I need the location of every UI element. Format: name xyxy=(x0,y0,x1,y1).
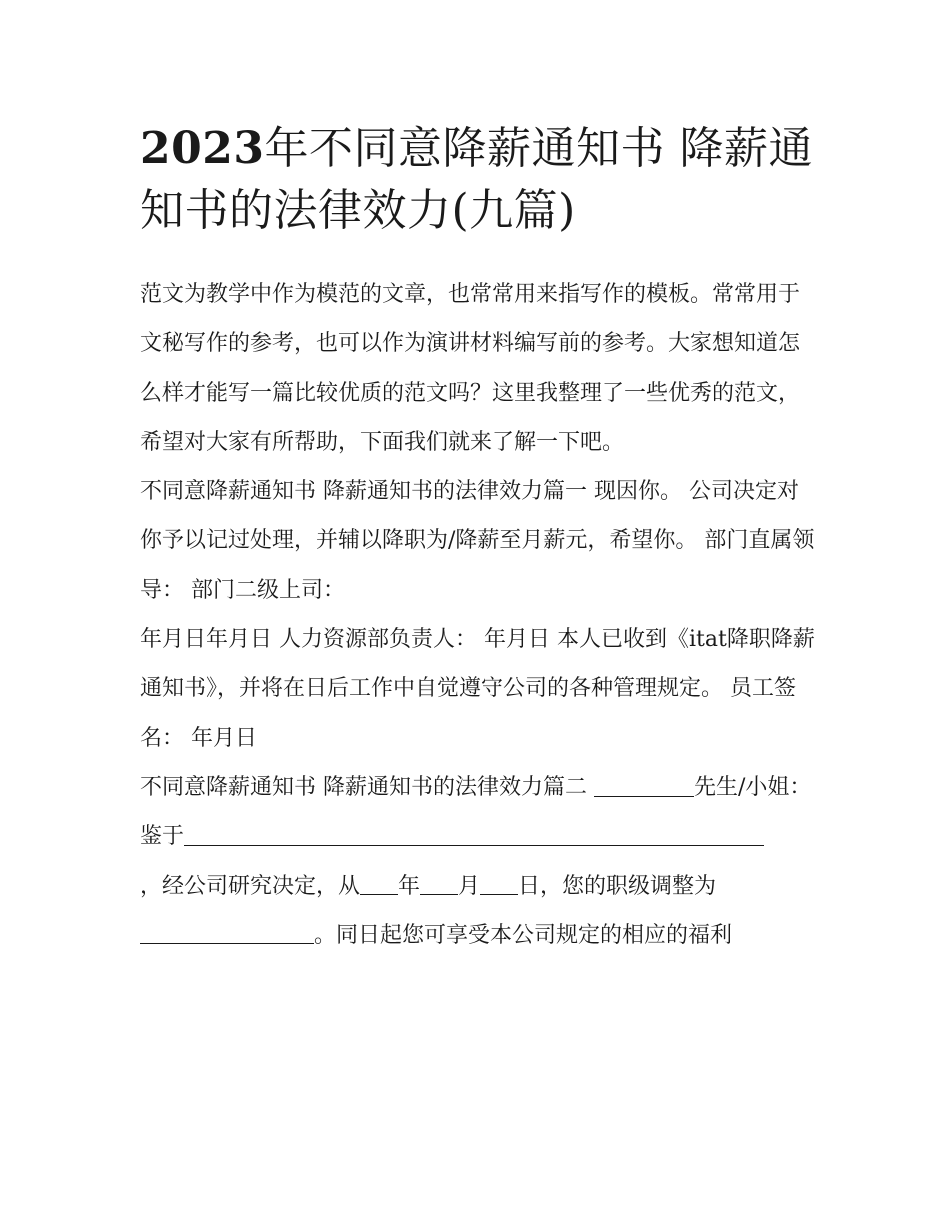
decision-text: ，经公司研究决定，从 xyxy=(140,873,361,899)
title-year: 2023 xyxy=(140,123,265,174)
title-text: 年不同意降薪通知书 降薪通知书的法律效力(九篇) xyxy=(140,123,813,236)
year-blank xyxy=(360,871,398,895)
month-blank xyxy=(420,871,458,895)
reason-blank xyxy=(184,822,764,846)
year-label: 年 xyxy=(398,873,421,899)
document-title xyxy=(140,118,820,242)
section1-paragraph-2: 年月日年月日 人力资源部负责人： 年月日 本人已收到《itat降职降薪通知书》，并将在日后工作中自觉遵守公司的各种管理规定。 员工签名： 年月日 xyxy=(140,627,815,751)
section2-heading-text: 不同意降薪通知书 降薪通知书的法律效力篇二 xyxy=(140,774,594,800)
section2-reason xyxy=(140,812,820,861)
document-page xyxy=(140,118,820,960)
benefits-text: 。同日起您可享受本公司规定的相应的福利 xyxy=(314,922,733,948)
section2-decision xyxy=(140,862,820,961)
section2-heading xyxy=(140,763,820,812)
day-blank xyxy=(480,871,518,895)
intro-paragraph: 范文为教学中作为模范的文章，也常常用来指写作的模板。常常用于文秘写作的参考，也可以作为演讲材料编写前的参考。大家想知道怎么样才能写一篇比较优质的范文吗？这里我整理了一些优秀的范文，希望对大家有所帮助，下面我们就来了解一下吧。 xyxy=(140,282,801,455)
month-label: 月 xyxy=(458,873,481,899)
name-blank xyxy=(594,773,694,797)
jianyu-label: 鉴于 xyxy=(140,824,185,850)
document-body xyxy=(140,270,820,960)
section2-salutation: 先生/小姐： xyxy=(694,774,812,800)
grade-blank xyxy=(140,920,314,944)
section1-paragraph-1: 不同意降薪通知书 降薪通知书的法律效力篇一 现因你。 公司决定对你予以记过处理，并辅以降职为/降薪至月薪元，希望你。 部门直属领导： 部门二级上司： xyxy=(140,479,815,603)
adjust-text: 日，您的职级调整为 xyxy=(518,873,717,899)
